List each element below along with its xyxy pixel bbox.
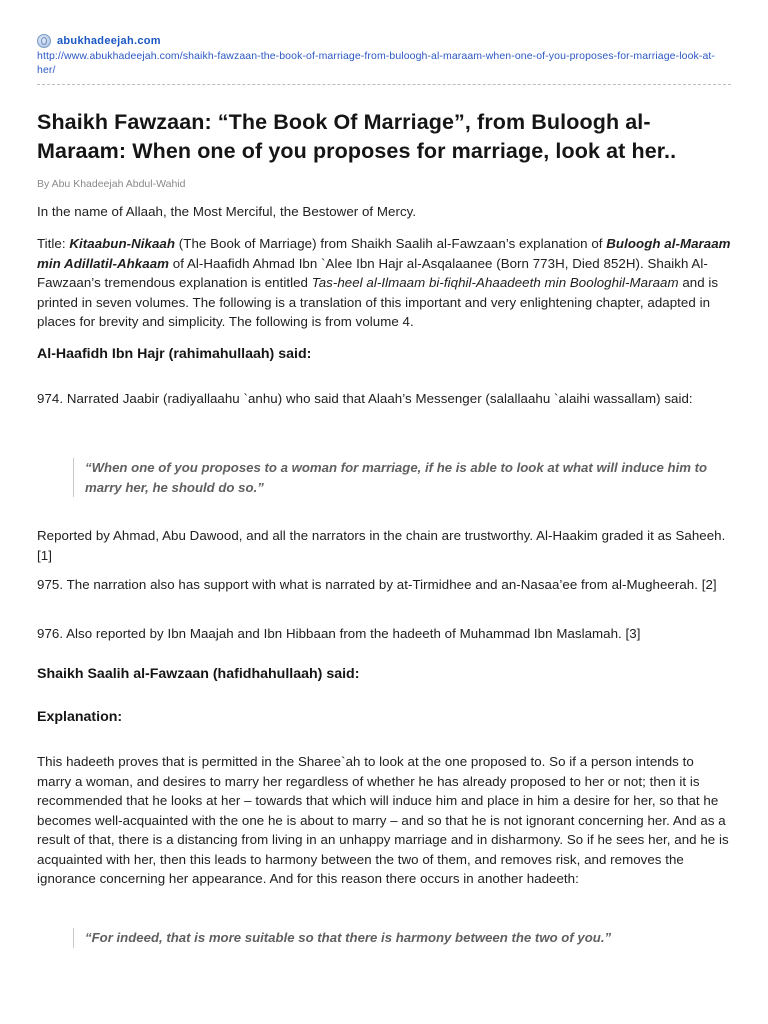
title-text-1: Title: [37, 236, 70, 251]
heading-fawzaan: Shaikh Saalih al-Fawzaan (hafidhahullaah) said: [37, 666, 360, 682]
article-byline: By Abu Khadeejah Abdul-Wahid [37, 178, 186, 190]
intro-paragraph: In the name of Allaah, the Most Merciful, the Bestower of Mercy. [37, 204, 417, 219]
kitaab-title: Kitaabun-Nikaah [69, 236, 176, 251]
globe-icon [37, 34, 51, 48]
paragraph-975: 975. The narration also has support with what is narrated by at-Tirmidhee and an-Nasaa’ee from al-Mugheerah. [2] [37, 577, 717, 592]
paragraph-974: 974. Narrated Jaabir (radiyallaahu `anhu) who said that Alaah’s Messenger (salallaahu `alaihi wassallam) said: [37, 391, 693, 406]
buloogh-title: Buloogh al-Maraam min Adillatil-Ahkaam [37, 236, 731, 271]
title-text-5: of Al-Haafidh Ahmad Ibn `Alee Ibn Hajr al-Asqalaanee (Born 773H, Died 852H). Shaikh Al-Fawzaan’s tremendous explanation is entitled [37, 255, 708, 290]
explanation-paragraph: This hadeeth proves that is permitted in the Sharee`ah to look at the one proposed to. So if a person intends to marry a woman, and desires to marry her regardless of whether he has already proposed to her or not; then it is recommended that he looks at her – towards that which will induce him and place in him a desire for her, so that he becomes well-acquainted with the one he is about to marry – and so that he is not ignorant concerning her. And as a result of that, there is a distancing from living in an unhappy marriage and in disharmony. So if he sees her, and he is acquainted with her, then this leads to harmony between the two of them, and removes risk, and removes the ignorance concerning her appearance. And for this reason there occurs in another hadeeth: [37, 754, 729, 886]
heading-ibn-hajr: Al-Haafidh Ibn Hajr (rahimahullaah) said: [37, 346, 312, 362]
title-paragraph [37, 234, 731, 332]
heading-explanation: Explanation: [37, 709, 123, 725]
tasheel-title: Tas-heel al-Ilmaam bi-fiqhil-Ahaadeeth min Boologhil-Maraam [311, 275, 679, 290]
reported-paragraph: Reported by Ahmad, Abu Dawood, and all the narrators in the chain are trustworthy. Al-Haakim graded it as Saheeh. [1] [37, 528, 726, 563]
title-text-3: (The Book of Marriage) from Shaikh Saalih al-Fawzaan’s explanation of [175, 236, 607, 251]
site-name[interactable]: abukhadeejah.com [57, 35, 161, 47]
title-text-7: and is printed in seven volumes. The following is a translation of this important and very enlightening chapter, adapted in places for brevity and simplicity. The following is from volume 4. [37, 275, 719, 329]
hadeeth-quote-2: “For indeed, that is more suitable so that there is harmony between the two of you.” [73, 928, 713, 948]
site-row [37, 33, 161, 49]
header-divider [37, 84, 731, 85]
page-header [37, 0, 731, 85]
paragraph-976: 976. Also reported by Ibn Maajah and Ibn Hibbaan from the hadeeth of Muhammad Ibn Maslamah. [3] [37, 626, 641, 641]
article-title: Shaikh Fawzaan: “The Book Of Marriage”, from Buloogh al-Maraam: When one of you proposes for marriage, look at her.. [37, 110, 677, 163]
hadeeth-quote-1: “When one of you proposes to a woman for marriage, if he is able to look at what will induce him to marry her, he should do so.” [73, 458, 713, 497]
source-url-link[interactable]: http://www.abukhadeejah.com/shaikh-fawzaan-the-book-of-marriage-from-buloogh-al-maraam-when-one-of-you-proposes-for-marriage-look-at-her/ [37, 50, 716, 76]
document-page [37, 0, 731, 945]
